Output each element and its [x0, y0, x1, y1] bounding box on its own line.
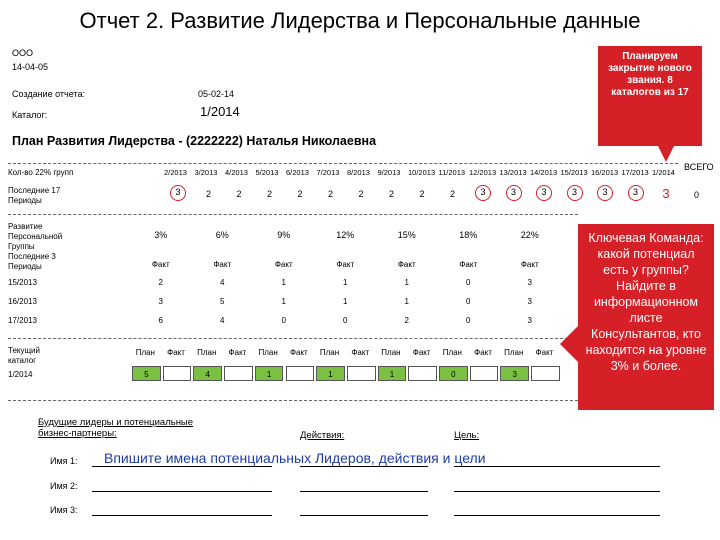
period-label: 1/2014: [652, 168, 675, 177]
period-label: 10/2013: [408, 168, 436, 177]
level-header: 18%: [459, 230, 478, 240]
row-value: 1: [281, 297, 286, 306]
plan-header: План: [442, 348, 462, 357]
fact-header: Факт: [213, 260, 232, 269]
fill-hint: Впишите имена потенциальных Лидеров, действия и цели: [104, 450, 486, 466]
row-value: 0: [343, 316, 348, 325]
row-value: 1: [281, 278, 286, 287]
goal-3-field[interactable]: [454, 515, 660, 516]
section-title: План Развития Лидерства - (2222222) Наталья Николаевна: [12, 134, 377, 148]
fact-header: Факт: [151, 260, 170, 269]
period-label: 4/2013: [225, 168, 248, 177]
fact-value: [286, 366, 315, 381]
plan-header: План: [504, 348, 524, 357]
period-label: 3/2013: [194, 168, 218, 177]
company-date: 14-04-05: [12, 62, 49, 72]
level-header: 6%: [215, 230, 229, 240]
row-value: 6: [158, 316, 163, 325]
fact-header: Факт: [228, 348, 247, 357]
divider: [8, 400, 578, 401]
plan-value: 1: [255, 366, 284, 381]
fact-value: [531, 366, 560, 381]
divider: [8, 163, 678, 164]
action-3-field[interactable]: [300, 515, 428, 516]
row-value: 1: [404, 297, 409, 306]
level-header: 22%: [520, 230, 539, 240]
goal-heading: Цель:: [454, 430, 480, 441]
row-value: 3: [527, 278, 532, 287]
last17-value: 3: [662, 186, 670, 201]
level-header: 3%: [154, 230, 168, 240]
row-value: 5: [220, 297, 225, 306]
last17-value: 2: [205, 189, 211, 199]
period-label: 9/2013: [377, 168, 401, 177]
circled-value: 3: [506, 185, 522, 201]
groups-label: Кол-во 22% групп: [8, 168, 74, 177]
last17-value: 2: [327, 189, 333, 199]
row-period: 16/2013: [8, 297, 37, 306]
action-1-field[interactable]: [300, 466, 428, 467]
fact-value: [470, 366, 499, 381]
row-value: 3: [527, 316, 532, 325]
total-label: ВСЕГО: [684, 162, 714, 172]
callout-side: Ключевая Команда: какой потенциал есть у группы? Найдите в информационном листе Консультантов, кто находится на уровне 3% и более.: [578, 224, 714, 410]
period-label: 12/2013: [469, 168, 497, 177]
last17-total: 0: [694, 190, 700, 200]
future-heading-line1: Будущие лидеры и потенциальные: [38, 417, 194, 428]
period-label: 8/2013: [347, 168, 370, 177]
period-label: 5/2013: [255, 168, 279, 177]
period-label: 14/2013: [530, 168, 558, 177]
company-name: ООО: [12, 48, 34, 58]
fact-header: Факт: [535, 348, 554, 357]
current-label: Текущий каталог: [8, 346, 40, 365]
created-label: Создание отчета:: [12, 89, 85, 99]
level-header: 12%: [336, 230, 355, 240]
row-value: 0: [466, 278, 471, 287]
fact-value: [163, 366, 192, 381]
fact-header: Факт: [351, 348, 370, 357]
row-value: 4: [220, 278, 225, 287]
period-label: 15/2013: [560, 168, 588, 177]
created-value: 05-02-14: [198, 89, 235, 99]
fact-header: Факт: [412, 348, 431, 357]
row-value: 3: [158, 297, 163, 306]
fact-header: Факт: [289, 348, 308, 357]
name-3-field[interactable]: [92, 515, 272, 516]
callout-top-arrow: [658, 146, 674, 162]
circled-value: 3: [567, 185, 583, 201]
goal-1-field[interactable]: [454, 466, 660, 467]
last17-value: 2: [388, 189, 394, 199]
name-3-label: Имя 3:: [50, 505, 78, 515]
last17-value: 2: [449, 189, 455, 199]
fact-value: [347, 366, 376, 381]
divider: [8, 338, 578, 339]
plan-value: 5: [132, 366, 161, 381]
fact-header: Факт: [336, 260, 355, 269]
row-value: 4: [220, 316, 225, 325]
plan-header: План: [381, 348, 401, 357]
circled-value: 3: [170, 185, 186, 201]
period-label: 7/2013: [316, 168, 340, 177]
name-1-label: Имя 1:: [50, 456, 78, 466]
circled-value: 3: [597, 185, 613, 201]
plan-value: 1: [316, 366, 345, 381]
level-header: 15%: [397, 230, 416, 240]
name-2-field[interactable]: [92, 491, 272, 492]
plan-value: 1: [378, 366, 407, 381]
row-value: 0: [466, 316, 471, 325]
actions-heading: Действия:: [300, 430, 345, 441]
current-period: 1/2014: [8, 370, 33, 379]
row-period: 17/2013: [8, 316, 37, 325]
row-period: 15/2013: [8, 278, 37, 287]
last17-value: 2: [266, 189, 272, 199]
page-title: Отчет 2. Развитие Лидерства и Персональные данные: [79, 8, 641, 33]
name-2-label: Имя 2:: [50, 481, 78, 491]
fact-value: [408, 366, 437, 381]
row-value: 3: [527, 297, 532, 306]
last17-value: 2: [419, 189, 425, 199]
catalog-label: Каталог:: [12, 110, 48, 120]
fact-header: Факт: [520, 260, 539, 269]
fact-header: Факт: [474, 348, 492, 357]
fact-header: Факт: [459, 260, 478, 269]
plan-header: План: [319, 348, 340, 357]
dev-label: Развитие Персональной Группы Последние 3 Периоды: [8, 222, 63, 271]
goal-2-field[interactable]: [454, 491, 660, 492]
fact-value: [224, 366, 253, 381]
action-2-field[interactable]: [300, 491, 428, 492]
level-header: 9%: [277, 230, 291, 240]
period-label: 2/2013: [164, 168, 187, 177]
period-label: 16/2013: [591, 168, 619, 177]
future-heading: [38, 417, 193, 439]
last17-value: 2: [358, 189, 364, 199]
plan-value: 3: [500, 366, 529, 381]
circled-value: 3: [536, 185, 552, 201]
plan-header: План: [135, 348, 155, 357]
plan-header: План: [258, 348, 278, 357]
row-value: 2: [158, 278, 163, 287]
period-label: 11/2013: [438, 168, 466, 177]
last17-value: 2: [297, 189, 303, 199]
period-label: 13/2013: [499, 168, 527, 177]
row-value: 1: [343, 278, 348, 287]
last17-value: 2: [236, 189, 242, 199]
fact-header: Факт: [397, 260, 416, 269]
last17-label: Последние 17 Периоды: [8, 186, 61, 205]
plan-value: 4: [193, 366, 222, 381]
fact-header: Факт: [167, 348, 185, 357]
row-value: 0: [466, 297, 471, 306]
catalog-value: 1/2014: [200, 104, 240, 119]
row-value: 0: [281, 316, 286, 325]
row-value: 2: [404, 316, 409, 325]
name-1-field[interactable]: [92, 466, 272, 467]
divider: [8, 214, 578, 215]
plan-value: 0: [439, 366, 468, 381]
future-heading-line2: бизнес-партнеры:: [38, 428, 117, 439]
circled-value: 3: [628, 185, 644, 201]
callout-top: Планируем закрытие нового звания. 8 каталогов из 17: [598, 46, 702, 146]
period-label: 17/2013: [621, 168, 649, 177]
circled-value: 3: [475, 185, 491, 201]
fact-header: Факт: [274, 260, 293, 269]
row-value: 1: [343, 297, 348, 306]
period-label: 6/2013: [286, 168, 309, 177]
plan-header: План: [197, 348, 217, 357]
row-value: 1: [404, 278, 409, 287]
